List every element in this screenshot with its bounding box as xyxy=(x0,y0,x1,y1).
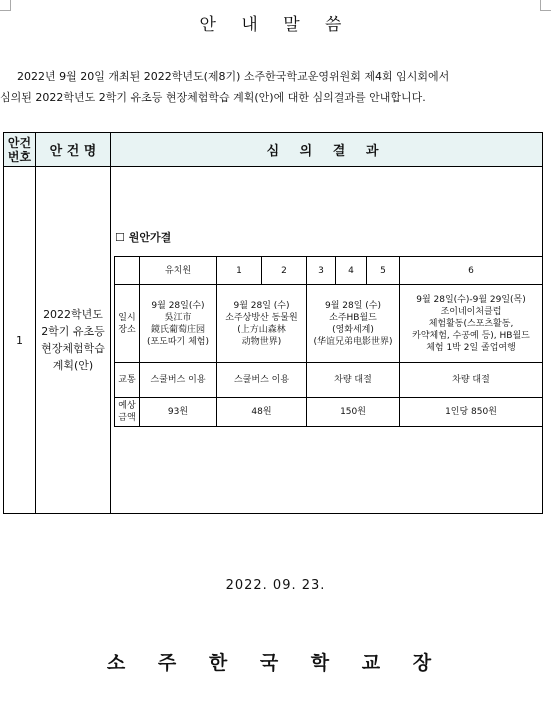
transport-row xyxy=(115,363,543,398)
place-kindergarten: 9월 28일(수) 吳江市 鏡氏葡萄庄园 (포도따기 체험) xyxy=(140,285,217,363)
grade-5: 5 xyxy=(367,257,400,285)
transport-grade-6: 차량 대절 xyxy=(400,363,543,398)
grade-1: 1 xyxy=(217,257,262,285)
cost-row xyxy=(115,398,543,427)
section-title-approved: ☐ 원안가결 xyxy=(115,231,172,244)
grade-3: 3 xyxy=(307,257,336,285)
table-row xyxy=(4,167,543,514)
corner-cell xyxy=(115,257,140,285)
document-title: 안 내 말 씀 xyxy=(199,15,352,35)
place-label: 일시 장소 xyxy=(115,285,140,363)
grade-4: 4 xyxy=(336,257,367,285)
header-review-result: 심 의 결 과 xyxy=(111,133,543,167)
document-date: 2022. 09. 23. xyxy=(225,578,326,593)
grade-kindergarten: 유치원 xyxy=(140,257,217,285)
place-grade-1-2: 9월 28일 (수) 소주상방산 동물원 (上方山森林 动物世界) xyxy=(217,285,307,363)
header-agenda-name: 안 건 명 xyxy=(36,133,111,167)
header-agenda-number: 안건 번호 xyxy=(4,133,36,167)
grade-2: 2 xyxy=(262,257,307,285)
transport-kindergarten: 스쿨버스 이용 xyxy=(140,363,217,398)
place-grade-6: 9월 28일(수)-9월 29일(목) 조이네이처클럽 체험활동(스포츠활동, 카약체험, 수공예 등), HB월드 체험 1박 2일 졸업여행 xyxy=(400,285,543,363)
principal-signature: 소 주 한 국 학 교 장 xyxy=(106,652,445,674)
transport-grade-3-5: 차량 대절 xyxy=(307,363,400,398)
transport-label: 교통 xyxy=(115,363,140,398)
intro-line-1: 2022년 9월 20일 개최된 2022학년도(제8기) 소주한국학교운영위원회 제4회 임시회에서 xyxy=(17,70,450,83)
table-header-row xyxy=(4,133,543,167)
cost-grade-3-5: 150원 xyxy=(307,398,400,427)
review-result-table xyxy=(3,132,543,514)
cost-label: 예상 금액 xyxy=(115,398,140,427)
agenda-name: 2022학년도 2학기 유초등 현장체험학습 계획(안) xyxy=(36,167,111,514)
intro-line-2: 심의된 2022학년도 2학기 유초등 현장체험학습 계획(안)에 대한 심의결과를 안내합니다. xyxy=(0,91,426,104)
place-row xyxy=(115,285,543,363)
cost-grade-6: 1인당 850원 xyxy=(400,398,543,427)
cost-kindergarten: 93원 xyxy=(140,398,217,427)
field-trip-plan-table xyxy=(114,256,543,427)
review-result-cell xyxy=(111,167,543,514)
cost-grade-1-2: 48원 xyxy=(217,398,307,427)
grade-header-row xyxy=(115,257,543,285)
grade-6: 6 xyxy=(400,257,543,285)
transport-grade-1-2: 스쿨버스 이용 xyxy=(217,363,307,398)
place-grade-3-5: 9월 28일 (수) 소주HB월드 (영화세계) (华谊兄弟电影世界) xyxy=(307,285,400,363)
intro-paragraph xyxy=(0,66,540,108)
agenda-number: 1 xyxy=(4,167,36,514)
